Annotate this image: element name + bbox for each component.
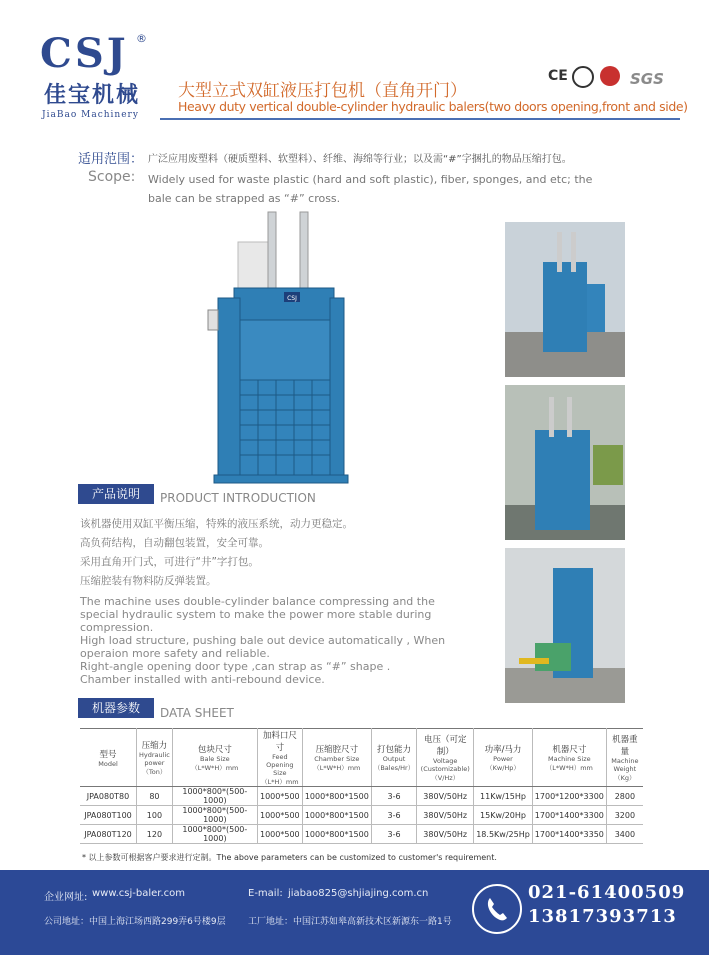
spec-cell: 15Kw/20Hp [474, 806, 533, 825]
footer-site-link[interactable]: www.csj-baler.com [92, 888, 186, 899]
spec-cell: 380V/50Hz [417, 806, 474, 825]
brand-name-en: JiaBao Machinery [42, 110, 139, 120]
logo-mark: CSJ [40, 30, 129, 77]
footer-phone-2[interactable]: 13817393713 [528, 906, 677, 927]
spec-cell: JPA080T120 [80, 825, 137, 844]
spec-header-row [80, 729, 643, 787]
spec-cell: 1000*800*1500 [302, 806, 371, 825]
spec-row [80, 787, 643, 806]
intro-en-line-2: special hydraulic system to make the power more stable during [80, 608, 432, 621]
intro-cn-line-1: 该机器使用双缸平衡压缩，特殊的液压系统，动力更稳定。 [80, 518, 353, 530]
intro-en-line-4: High load structure, pushing bale out device automatically , When [80, 634, 446, 647]
spec-cell: 1000*800*1500 [302, 825, 371, 844]
footer-email-link[interactable]: jiabao825@shjiajing.com.cn [288, 888, 429, 899]
spec-cell: 380V/50Hz [417, 787, 474, 806]
spec-cell: 1000*500 [257, 787, 302, 806]
ce-mark: CE [548, 68, 568, 84]
intro-en-block [80, 595, 480, 686]
intro-en-line-3: compression. [80, 621, 154, 634]
spec-cell: 1700*1400*3350 [532, 825, 606, 844]
spec-header-cell: 型号 Model [80, 729, 137, 787]
spec-header-cell: 电压（可定制） Voltage (Customizable) （V/Hz） [417, 729, 474, 787]
product-intro-title-en: PRODUCT INTRODUCTION [160, 491, 316, 505]
intro-cn-line-4: 压缩腔装有物料防反弹装置。 [80, 575, 217, 587]
scope-cn-label: 适用范围： [78, 152, 144, 167]
spec-cell: 1700*1400*3300 [532, 806, 606, 825]
spec-header-cell: 压缩力 Hydraulic power （Ton） [137, 729, 173, 787]
scope-en-line-1: Widely used for waste plastic (hard and soft plastic), fiber, sponges, and etc; the [148, 173, 593, 186]
spec-cell: 1000*800*1500 [302, 787, 371, 806]
product-photo-1 [505, 222, 625, 377]
company-logo [40, 30, 150, 120]
spec-cell: 3-6 [371, 787, 416, 806]
spec-header-cell: 加料口尺寸 Feed Opening Size （L*H）mm [257, 729, 302, 787]
spec-cell: 11Kw/15Hp [474, 787, 533, 806]
spec-cell: 380V/50Hz [417, 825, 474, 844]
spec-header-cell: 压缩腔尺寸 Chamber Size （L*W*H）mm [302, 729, 371, 787]
datasheet-tag: 机器参数 [78, 698, 154, 718]
spec-cell: 1000*500 [257, 825, 302, 844]
footer-site-label: 企业网址: [44, 892, 88, 903]
spec-cell: 1000*800*(500-1000) [172, 806, 257, 825]
spec-header-cell: 机器重量 Machine Weight （Kg） [606, 729, 643, 787]
registered-mark: ® [136, 32, 147, 45]
cert-circle-icon [572, 66, 594, 88]
intro-cn-line-2: 高负荷结构，自动翻包装置，安全可靠。 [80, 537, 269, 549]
spec-cell: 1700*1200*3300 [532, 787, 606, 806]
machine-plate-text: CSJ [287, 295, 297, 302]
datasheet-title-en: DATA SHEET [160, 706, 234, 720]
product-intro-tag: 产品说明 [78, 484, 154, 504]
title-cn: 大型立式双缸液压打包机（直角开门） [178, 81, 467, 101]
spec-cell: 1000*800*(500-1000) [172, 825, 257, 844]
intro-cn-line-3: 采用直角开门式，可进行“井”字打包。 [80, 556, 259, 568]
footer-office-address: 公司地址：中国上海江场西路299弄6号楼9层 [44, 917, 226, 927]
scope-en-line-2: bale can be strapped as “#” cross. [148, 192, 341, 205]
spec-header-cell: 打包能力 Output （Bales/Hr） [371, 729, 416, 787]
spec-row [80, 825, 643, 844]
brand-name-cn: 佳宝机械 [44, 83, 141, 108]
phone-icon [472, 884, 522, 934]
spec-cell: 18.5Kw/25Hp [474, 825, 533, 844]
cert-seal-icon [600, 66, 620, 86]
intro-en-line-6: Right-angle opening door type ,can strap as “#” shape . [80, 660, 391, 673]
footer-phone-1[interactable]: 021-61400509 [528, 882, 686, 903]
spec-cell: 80 [137, 787, 173, 806]
spec-cell: 3400 [606, 825, 643, 844]
intro-en-line-1: The machine uses double-cylinder balance compressing and the [80, 595, 435, 608]
title-en: Heavy duty vertical double-cylinder hydraulic balers(two doors opening,front and side) [178, 99, 688, 114]
spec-cell: 1000*500 [257, 806, 302, 825]
title-rule [160, 118, 680, 120]
spec-cell: 100 [137, 806, 173, 825]
sgs-mark: SGS [630, 70, 664, 88]
footer-email-label: E-mail: [248, 888, 283, 899]
spec-cell: JPA080T100 [80, 806, 137, 825]
scope-en-text [148, 170, 628, 208]
scope-en-label: Scope: [88, 169, 136, 185]
spec-cell: 1000*800*(500-1000) [172, 787, 257, 806]
spec-cell: 3200 [606, 806, 643, 825]
baler-machine-image [200, 210, 370, 485]
intro-en-line-5: operaion more safety and reliable. [80, 647, 270, 660]
intro-en-line-7: Chamber installed with anti-rebound device. [80, 673, 325, 686]
spec-header-cell: 功率/马力 Power （Kw/Hp） [474, 729, 533, 787]
product-photo-2 [505, 385, 625, 540]
datasheet-footnote: * 以上参数可根据客户要求进行定制。The above parameters can be customized to customer's requirement. [82, 853, 497, 862]
spec-row [80, 806, 643, 825]
spec-cell: 3-6 [371, 825, 416, 844]
spec-header-cell: 包块尺寸 Bale Size （L*W*H）mm [172, 729, 257, 787]
footer-factory-address: 工厂地址：中国江苏如皋高新技术区新源东一路1号 [248, 917, 452, 927]
spec-cell: 120 [137, 825, 173, 844]
scope-cn-text: 广泛应用废塑料（硬质塑料、软塑料）、纤维、海绵等行业；以及需“#”字捆扎的物品压缩打包。 [148, 154, 572, 165]
spec-table [80, 728, 643, 844]
spec-header-cell: 机器尺寸 Machine Size （L*W*H）mm [532, 729, 606, 787]
spec-cell: 2800 [606, 787, 643, 806]
product-photo-3 [505, 548, 625, 703]
spec-cell: 3-6 [371, 806, 416, 825]
spec-cell: JPA080T80 [80, 787, 137, 806]
